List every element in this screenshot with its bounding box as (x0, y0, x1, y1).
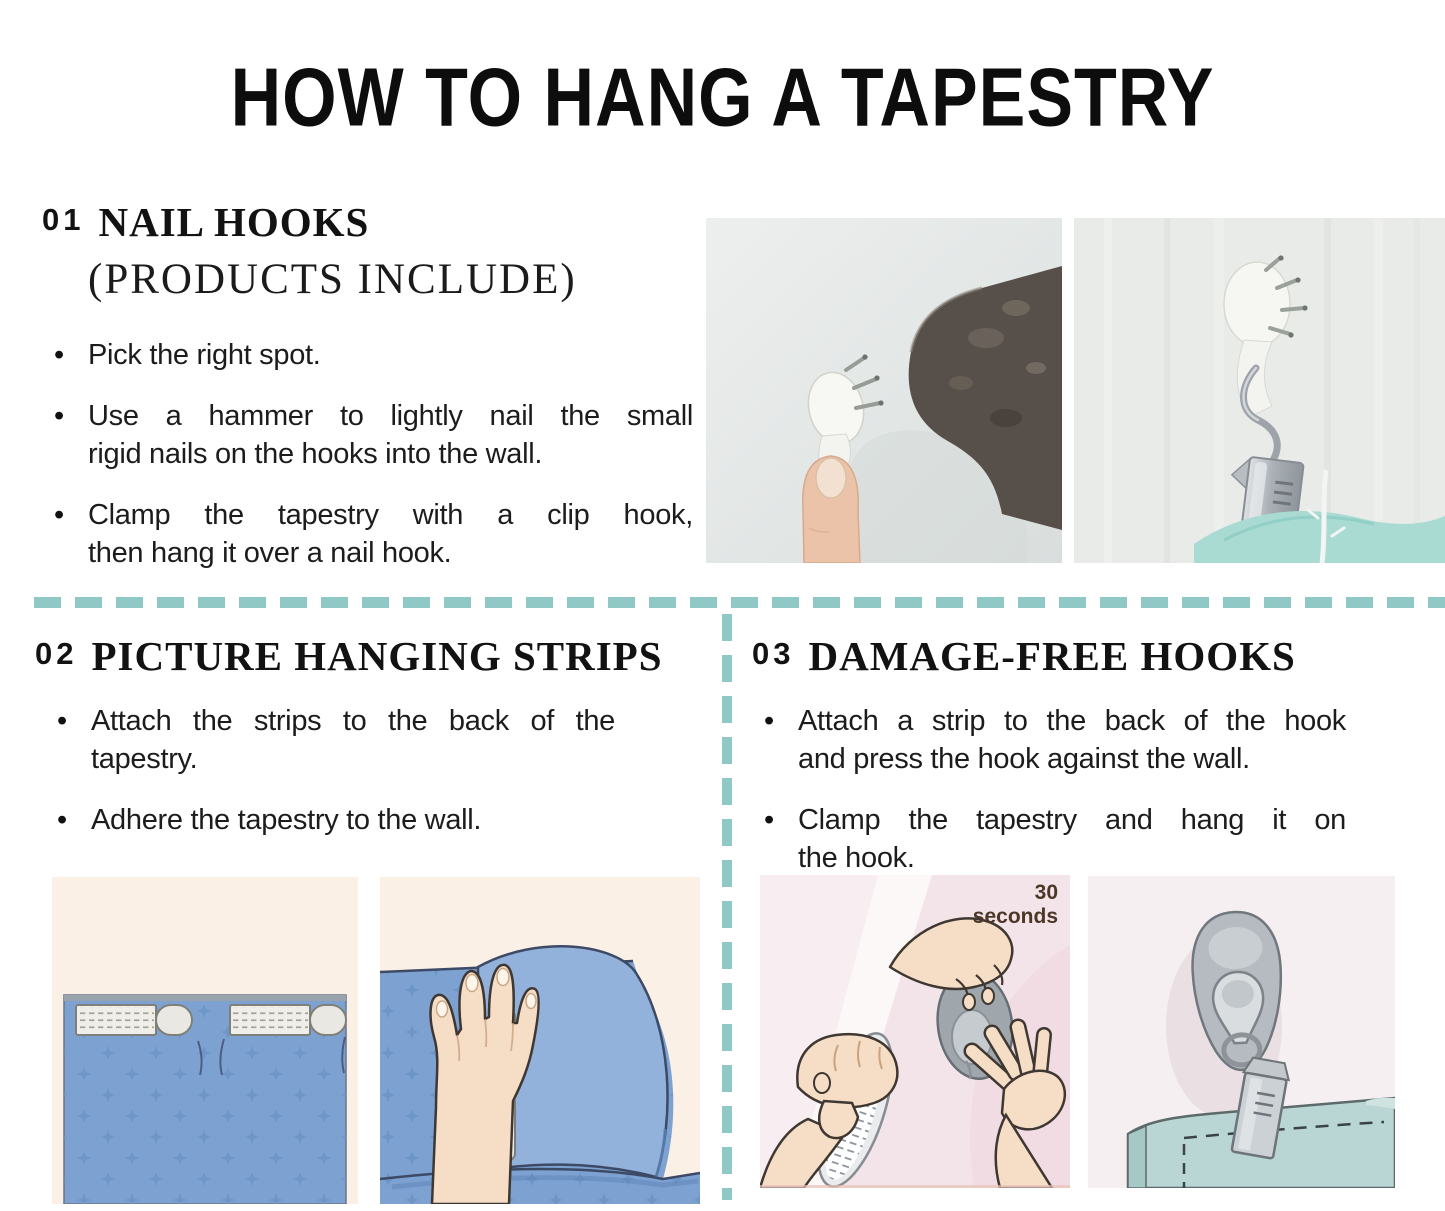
illustration-press-tapestry-to-wall (380, 877, 700, 1204)
strips-back-illustration (52, 877, 358, 1204)
section-03-title: DAMAGE-FREE HOOKS (808, 633, 1296, 679)
bullet-clamp-and-hang: • Clamp the tapestry and hang it on the hook. (762, 801, 1346, 877)
section-01-header (42, 198, 369, 246)
hook-clamp-illustration (1088, 876, 1395, 1188)
bullet-attach-strips: • Attach the strips to the back of the tapestry. (55, 702, 615, 778)
finger-icon (803, 456, 860, 563)
section-03-number: 03 (752, 636, 795, 671)
bullet-adhere-tapestry: • Adhere the tapestry to the wall. (55, 801, 615, 839)
illustration-hook-clamp-tapestry (1088, 876, 1395, 1188)
section-02-bullet-list (55, 702, 615, 862)
timer-label: 30 seconds (972, 881, 1058, 928)
hanging-strip (230, 1005, 346, 1035)
illustration-strips-on-tapestry-back (52, 877, 358, 1204)
bullet-attach-strip-hook: • Attach a strip to the back of the hook and press the hook against the wall. (762, 702, 1346, 778)
section-03-bullet-list (762, 702, 1346, 900)
hanging-strip (76, 1005, 192, 1035)
section-01-subtitle: (PRODUCTS INCLUDE) (88, 256, 577, 303)
section-02-number: 02 (35, 636, 78, 671)
photo-hammer-nail-hook (706, 218, 1062, 563)
horizontal-dashed-divider (34, 597, 1445, 608)
clip-hook-illustration (1074, 218, 1445, 563)
section-02-header (35, 632, 663, 680)
section-02-title: PICTURE HANGING STRIPS (91, 633, 663, 679)
section-01-bullet-list (52, 336, 693, 595)
section-01-number: 01 (42, 202, 85, 237)
illustration-press-hook-30-seconds (760, 875, 1070, 1188)
bullet-clamp-clip-hook: • Clamp the tapestry with a clip hook, then hang it over a nail hook. (52, 496, 693, 572)
photo-clip-hook-tapestry (1074, 218, 1445, 563)
section-01-title: NAIL HOOKS (98, 199, 370, 245)
press-tapestry-illustration (380, 877, 700, 1204)
bullet-use-hammer: • Use a hammer to lightly nail the small rigid nails on the hooks into the wall. (52, 397, 693, 473)
page-title: HOW TO HANG A TAPESTRY (230, 51, 1215, 144)
bullet-pick-spot: • Pick the right spot. (52, 336, 693, 374)
vertical-dashed-divider (722, 614, 732, 1200)
section-03-header (752, 632, 1296, 680)
hammer-nail-hook-illustration (706, 218, 1062, 563)
